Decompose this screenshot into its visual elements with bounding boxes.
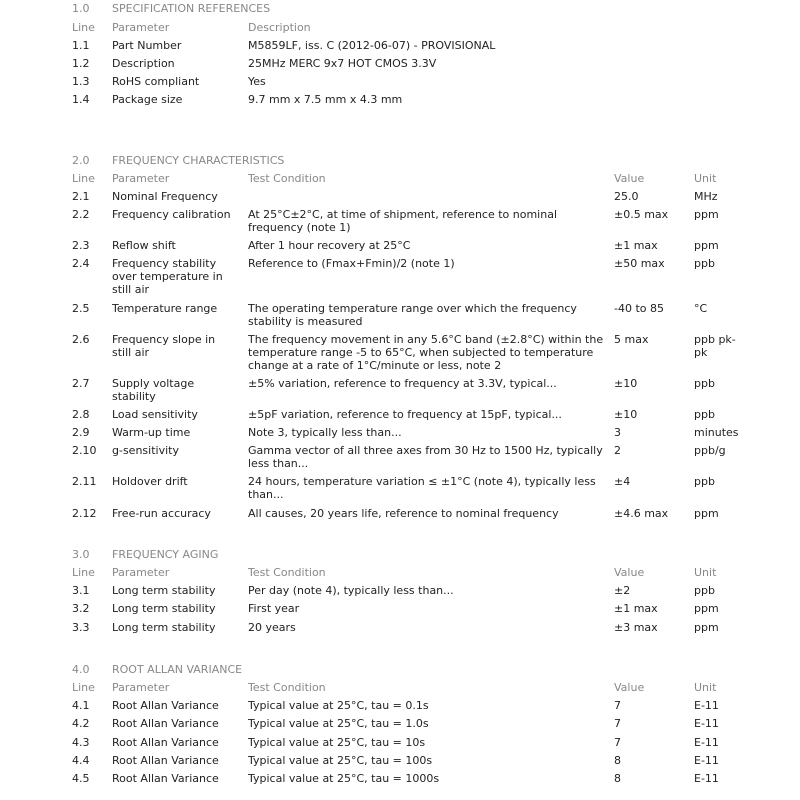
- row-condition: After 1 hour recovery at 25°C: [248, 239, 411, 252]
- header-line: Line: [72, 21, 95, 34]
- row-condition: Typical value at 25°C, tau = 0.1s: [248, 699, 429, 712]
- row-value: ±50 max: [614, 257, 665, 270]
- row-unit: ppb: [694, 408, 715, 421]
- row-unit: ppm: [694, 507, 719, 520]
- row-line: 2.11: [72, 475, 97, 488]
- row-line: 2.6: [72, 333, 90, 346]
- row-condition: At 25°C±2°C, at time of shipment, reference to nominal frequency (note 1): [248, 208, 558, 234]
- row-condition: Per day (note 4), typically less than...: [248, 584, 454, 597]
- row-parameter: Frequency calibration: [112, 208, 231, 221]
- row-parameter: Temperature range: [112, 302, 218, 315]
- row-unit: ppm: [694, 239, 719, 252]
- row-condition: Typical value at 25°C, tau = 10s: [248, 736, 426, 749]
- row-unit: ppb/g: [694, 444, 726, 457]
- section-number: 4.0: [72, 663, 90, 676]
- header-line: Line: [72, 566, 95, 579]
- row-parameter: Free-run accuracy: [112, 507, 211, 520]
- row-value: ±2: [614, 584, 631, 597]
- row-condition: 24 hours, temperature variation ≤ ±1°C (note 4), typically less than...: [248, 475, 596, 501]
- row-line: 1.4: [72, 93, 90, 106]
- row-condition: ±5% variation, reference to frequency at 3.3V, typical...: [248, 377, 557, 390]
- header-parameter: Parameter: [112, 21, 170, 34]
- row-parameter: Root Allan Variance: [112, 772, 219, 785]
- row-line: 4.5: [72, 772, 90, 785]
- row-line: 2.1: [72, 190, 90, 203]
- row-parameter: Package size: [112, 93, 183, 106]
- row-parameter: Frequency slope in still air: [112, 333, 216, 359]
- section-number: 3.0: [72, 548, 90, 561]
- row-condition: Typical value at 25°C, tau = 1000s: [248, 772, 440, 785]
- row-parameter: Frequency stability over temperature in still air: [112, 257, 223, 296]
- row-description: 25MHz MERC 9x7 HOT CMOS 3.3V: [248, 57, 437, 70]
- row-unit: E-11: [694, 717, 719, 730]
- row-condition: Note 3, typically less than...: [248, 426, 402, 439]
- row-line: 2.3: [72, 239, 90, 252]
- header-test-condition: Test Condition: [248, 172, 326, 185]
- header-test-condition: Test Condition: [248, 681, 326, 694]
- header-description: Description: [248, 21, 311, 34]
- row-value: ±3 max: [614, 621, 658, 634]
- row-condition: All causes, 20 years life, reference to nominal frequency: [248, 507, 559, 520]
- row-parameter: Long term stability: [112, 621, 216, 634]
- row-unit: E-11: [694, 754, 719, 767]
- row-value: 7: [614, 699, 621, 712]
- row-condition: Reference to (Fmax+Fmin)/2 (note 1): [248, 257, 455, 270]
- row-value: 3: [614, 426, 621, 439]
- row-parameter: Root Allan Variance: [112, 754, 219, 767]
- section-number: 2.0: [72, 154, 90, 167]
- row-condition: The frequency movement in any 5.6°C band (±2.8°C) within the temperature range -5 to 65°C, when subjected to temperature change at a rate of 1°C/minute or less, note 2: [248, 333, 604, 372]
- header-unit: Unit: [694, 681, 717, 694]
- row-line: 2.8: [72, 408, 90, 421]
- row-description: M5859LF, iss. C (2012-06-07) - PROVISIONAL: [248, 39, 496, 52]
- row-condition: Typical value at 25°C, tau = 1.0s: [248, 717, 429, 730]
- row-unit: °C: [694, 302, 708, 315]
- row-value: 2: [614, 444, 621, 457]
- row-parameter: Warm-up time: [112, 426, 191, 439]
- row-line: 4.4: [72, 754, 90, 767]
- row-line: 3.2: [72, 602, 90, 615]
- row-value: 7: [614, 736, 621, 749]
- header-value: Value: [614, 681, 645, 694]
- row-value: 5 max: [614, 333, 649, 346]
- row-unit: ppb: [694, 475, 715, 488]
- header-parameter: Parameter: [112, 566, 170, 579]
- row-unit: ppm: [694, 621, 719, 634]
- row-unit: ppb: [694, 257, 715, 270]
- row-unit: ppb: [694, 377, 715, 390]
- row-unit: MHz: [694, 190, 718, 203]
- row-value: 25.0: [614, 190, 639, 203]
- row-parameter: Root Allan Variance: [112, 736, 219, 749]
- row-value: ±1 max: [614, 239, 658, 252]
- row-line: 2.10: [72, 444, 97, 457]
- row-value: ±0.5 max: [614, 208, 669, 221]
- row-parameter: Description: [112, 57, 175, 70]
- row-unit: ppm: [694, 208, 719, 221]
- row-condition: Gamma vector of all three axes from 30 Hz to 1500 Hz, typically less than...: [248, 444, 603, 470]
- header-test-condition: Test Condition: [248, 566, 326, 579]
- row-line: 2.4: [72, 257, 90, 270]
- section-title: ROOT ALLAN VARIANCE: [112, 663, 243, 676]
- row-value: 8: [614, 754, 621, 767]
- row-line: 4.2: [72, 717, 90, 730]
- header-parameter: Parameter: [112, 681, 170, 694]
- row-value: ±4.6 max: [614, 507, 669, 520]
- row-parameter: Root Allan Variance: [112, 699, 219, 712]
- row-line: 1.3: [72, 75, 90, 88]
- row-line: 2.5: [72, 302, 90, 315]
- row-line: 3.3: [72, 621, 90, 634]
- section-title: FREQUENCY CHARACTERISTICS: [112, 154, 285, 167]
- header-unit: Unit: [694, 172, 717, 185]
- header-line: Line: [72, 681, 95, 694]
- row-value: ±1 max: [614, 602, 658, 615]
- row-parameter: g-sensitivity: [112, 444, 179, 457]
- row-line: 3.1: [72, 584, 90, 597]
- header-value: Value: [614, 566, 645, 579]
- row-value: ±4: [614, 475, 631, 488]
- row-value: 7: [614, 717, 621, 730]
- header-parameter: Parameter: [112, 172, 170, 185]
- row-line: 1.2: [72, 57, 90, 70]
- row-parameter: Root Allan Variance: [112, 717, 219, 730]
- row-parameter: Holdover drift: [112, 475, 188, 488]
- row-parameter: RoHS compliant: [112, 75, 200, 88]
- row-value: 8: [614, 772, 621, 785]
- row-parameter: Long term stability: [112, 584, 216, 597]
- header-line: Line: [72, 172, 95, 185]
- row-condition: 20 years: [248, 621, 296, 634]
- row-line: 2.12: [72, 507, 97, 520]
- row-line: 4.3: [72, 736, 90, 749]
- header-unit: Unit: [694, 566, 717, 579]
- row-unit: ppm: [694, 602, 719, 615]
- row-condition: Typical value at 25°C, tau = 100s: [248, 754, 433, 767]
- row-parameter: Load sensitivity: [112, 408, 198, 421]
- row-line: 2.7: [72, 377, 90, 390]
- row-parameter: Nominal Frequency: [112, 190, 218, 203]
- row-value: -40 to 85: [614, 302, 664, 315]
- row-line: 1.1: [72, 39, 90, 52]
- row-condition: ±5pF variation, reference to frequency at 15pF, typical...: [248, 408, 562, 421]
- row-value: ±10: [614, 377, 638, 390]
- row-unit: E-11: [694, 772, 719, 785]
- row-parameter: Part Number: [112, 39, 182, 52]
- section-number: 1.0: [72, 2, 90, 15]
- header-value: Value: [614, 172, 645, 185]
- row-unit: E-11: [694, 699, 719, 712]
- row-value: ±10: [614, 408, 638, 421]
- row-line: 4.1: [72, 699, 90, 712]
- row-unit: ppb: [694, 584, 715, 597]
- row-condition: First year: [248, 602, 300, 615]
- row-unit: E-11: [694, 736, 719, 749]
- row-description: 9.7 mm x 7.5 mm x 4.3 mm: [248, 93, 403, 106]
- row-unit: minutes: [694, 426, 739, 439]
- row-line: 2.2: [72, 208, 90, 221]
- row-parameter: Supply voltage stability: [112, 377, 195, 403]
- row-line: 2.9: [72, 426, 90, 439]
- row-parameter: Long term stability: [112, 602, 216, 615]
- section-title: FREQUENCY AGING: [112, 548, 219, 561]
- row-condition: The operating temperature range over which the frequency stability is measured: [248, 302, 577, 328]
- section-title: SPECIFICATION REFERENCES: [112, 2, 271, 15]
- row-parameter: Reflow shift: [112, 239, 176, 252]
- row-description: Yes: [248, 75, 266, 88]
- row-unit: ppb pk-pk: [694, 333, 736, 359]
